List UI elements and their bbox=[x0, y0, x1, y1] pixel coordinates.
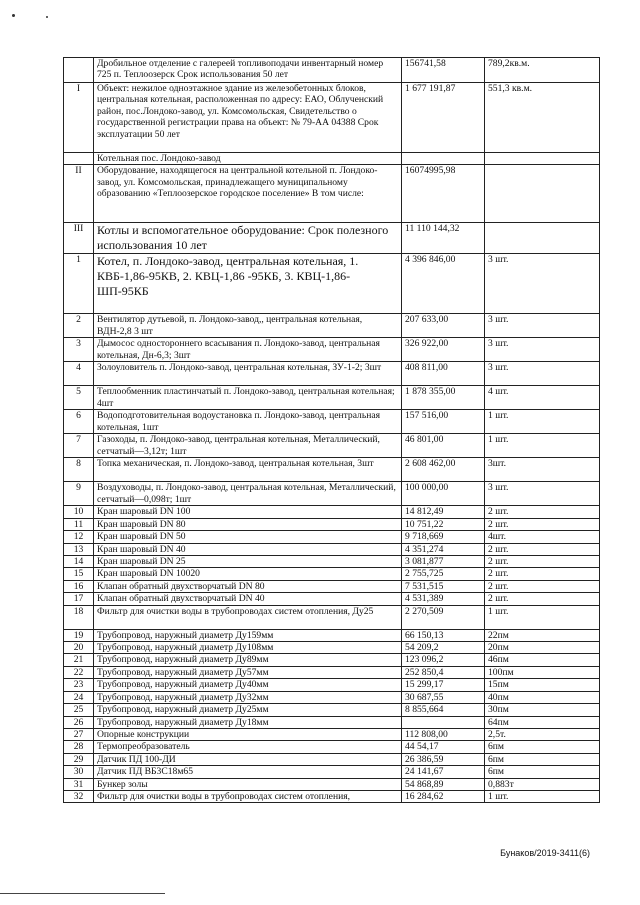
row-number: 10 bbox=[64, 506, 94, 518]
item-description: Трубопровод, наружный диаметр Ду57мм bbox=[94, 666, 402, 678]
item-description: Кран шаровый DN 25 bbox=[94, 556, 402, 568]
row-number: I bbox=[64, 83, 94, 153]
table-row bbox=[64, 556, 600, 568]
item-description: Клапан обратный двухстворчатый DN 80 bbox=[94, 580, 402, 592]
row-number: 8 bbox=[64, 458, 94, 482]
table-row bbox=[64, 58, 600, 83]
item-quantity: 3 шт. bbox=[485, 362, 600, 386]
table-row bbox=[64, 666, 600, 678]
item-description: Котел, п. Лондоко-завод, центральная котельная, 1. КВБ-1,86-95КВ, 2. КВЦ-1,86 -95КБ, 3. КВЦ-1,86-ШП-95КБ bbox=[94, 254, 402, 314]
item-description: Топка механическая, п. Лондоко-завод, центральная котельная, 3шт bbox=[94, 458, 402, 482]
item-quantity: 789,2кв.м. bbox=[485, 58, 600, 83]
table-row bbox=[64, 518, 600, 530]
item-quantity: 1 шт. bbox=[485, 605, 600, 629]
row-number bbox=[64, 58, 94, 83]
table-row bbox=[64, 83, 600, 153]
item-quantity: 2 шт. bbox=[485, 518, 600, 530]
table-row bbox=[64, 506, 600, 518]
item-quantity: 3 шт. bbox=[485, 254, 600, 314]
item-cost: 9 718,669 bbox=[402, 531, 485, 543]
item-quantity bbox=[485, 165, 600, 223]
item-cost: 16074995,98 bbox=[402, 165, 485, 223]
item-description: Трубопровод, наружный диаметр Ду32мм bbox=[94, 691, 402, 703]
row-number: 21 bbox=[64, 654, 94, 666]
item-description: Трубопровод, наружный диаметр Ду40мм bbox=[94, 679, 402, 691]
item-description: Вентилятор дутьевой, п. Лондоко-завод,, центральная котельная, ВДН-2,8 3 шт bbox=[94, 314, 402, 338]
item-description: Теплообменник пластинчатый п. Лондоко-завод, центральная котельная; 4шт bbox=[94, 386, 402, 410]
item-description: Дробильное отделение с галереей топливоподачи инвентарный номер 725 п. Теплоозерск Срок использования 50 лет bbox=[94, 58, 402, 83]
item-cost: 4 351,274 bbox=[402, 543, 485, 555]
row-number: 14 bbox=[64, 556, 94, 568]
table-row bbox=[64, 362, 600, 386]
row-number: 3 bbox=[64, 338, 94, 362]
row-number: 4 bbox=[64, 362, 94, 386]
table-row bbox=[64, 704, 600, 716]
table-row bbox=[64, 716, 600, 728]
row-number: III bbox=[64, 223, 94, 254]
item-cost: 16 284,62 bbox=[402, 790, 485, 802]
table-row bbox=[64, 654, 600, 666]
table-row bbox=[64, 458, 600, 482]
item-description: Воздуховоды, п. Лондоко-завод, центральная котельная, Металлический, сетчатый—0,098т; 1шт bbox=[94, 482, 402, 506]
table-row bbox=[64, 482, 600, 506]
item-cost: 112 808,00 bbox=[402, 728, 485, 740]
item-description: Трубопровод, наружный диаметр Ду159мм bbox=[94, 629, 402, 641]
item-cost: 2 755,725 bbox=[402, 568, 485, 580]
item-quantity: 2,5т. bbox=[485, 728, 600, 740]
item-cost bbox=[402, 716, 485, 728]
item-quantity: 30пм bbox=[485, 704, 600, 716]
item-description: Дымосос одностороннего всасывания п. Лондоко-завод, центральная котельная, Дн-6,3; 3шт bbox=[94, 338, 402, 362]
item-cost: 207 633,00 bbox=[402, 314, 485, 338]
item-description: Датчик ПД ВБ3С18м65 bbox=[94, 766, 402, 778]
inventory-table bbox=[63, 57, 600, 803]
item-description: Термопреобразователь bbox=[94, 741, 402, 753]
item-description: Кран шаровый DN 80 bbox=[94, 518, 402, 530]
row-number: 1 bbox=[64, 254, 94, 314]
item-cost: 2 270,509 bbox=[402, 605, 485, 629]
table-row bbox=[64, 531, 600, 543]
row-number: 32 bbox=[64, 790, 94, 802]
item-quantity: 2 шт. bbox=[485, 568, 600, 580]
item-cost: 252 850,4 bbox=[402, 666, 485, 678]
item-quantity: 6пм bbox=[485, 753, 600, 765]
table-row bbox=[64, 629, 600, 641]
item-cost: 30 687,55 bbox=[402, 691, 485, 703]
table-row bbox=[64, 314, 600, 338]
item-quantity: 2 шт. bbox=[485, 543, 600, 555]
item-description: Котельная пос. Лондоко-завод bbox=[94, 153, 402, 165]
item-cost bbox=[402, 153, 485, 165]
item-description: Кран шаровый DN 50 bbox=[94, 531, 402, 543]
item-cost: 1 878 355,00 bbox=[402, 386, 485, 410]
row-number: 6 bbox=[64, 410, 94, 434]
row-number: 23 bbox=[64, 679, 94, 691]
item-description: Трубопровод, наружный диаметр Ду25мм bbox=[94, 704, 402, 716]
table-row bbox=[64, 254, 600, 314]
item-quantity: 1 шт. bbox=[485, 410, 600, 434]
row-number: 29 bbox=[64, 753, 94, 765]
item-cost: 123 096,2 bbox=[402, 654, 485, 666]
item-quantity: 100пм bbox=[485, 666, 600, 678]
item-cost: 157 516,00 bbox=[402, 410, 485, 434]
item-cost: 46 801,00 bbox=[402, 434, 485, 458]
table-row bbox=[64, 543, 600, 555]
table-row bbox=[64, 766, 600, 778]
table-row bbox=[64, 679, 600, 691]
item-description: Объект: нежилое одноэтажное здание из железобетонных блоков, центральная котельная, расположенная по адресу: ЕАО, Облученский район, пос.Лондоко-завод, ул. Комсомольская, Свидетельство о государственной регистрации права на объект: № 79-АА 04388 Срок эксплуатации 50 лет bbox=[94, 83, 402, 153]
item-cost: 10 751,22 bbox=[402, 518, 485, 530]
item-description: Кран шаровый DN 10020 bbox=[94, 568, 402, 580]
bottom-divider bbox=[0, 893, 165, 894]
row-number: 12 bbox=[64, 531, 94, 543]
row-number: 7 bbox=[64, 434, 94, 458]
item-quantity: 22пм bbox=[485, 629, 600, 641]
item-quantity: 2 шт. bbox=[485, 506, 600, 518]
table-row bbox=[64, 790, 600, 802]
table-row bbox=[64, 753, 600, 765]
item-quantity: 6пм bbox=[485, 766, 600, 778]
item-description: Кран шаровый DN 100 bbox=[94, 506, 402, 518]
item-quantity: 46пм bbox=[485, 654, 600, 666]
item-cost: 4 396 846,00 bbox=[402, 254, 485, 314]
table-row bbox=[64, 153, 600, 165]
item-quantity bbox=[485, 153, 600, 165]
item-quantity: 3 шт. bbox=[485, 482, 600, 506]
item-quantity: 64пм bbox=[485, 716, 600, 728]
inventory-table-body bbox=[64, 58, 600, 803]
item-description: Золоуловитель п. Лондоко-завод, центральная котельная, ЗУ-1-2; 3шт bbox=[94, 362, 402, 386]
row-number: 30 bbox=[64, 766, 94, 778]
item-quantity: 3 шт. bbox=[485, 314, 600, 338]
row-number: 13 bbox=[64, 543, 94, 555]
table-row bbox=[64, 410, 600, 434]
item-description: Котлы и вспомогательное оборудование: Срок полезного использования 10 лет bbox=[94, 223, 402, 254]
table-row bbox=[64, 165, 600, 223]
row-number: 27 bbox=[64, 728, 94, 740]
item-cost: 408 811,00 bbox=[402, 362, 485, 386]
item-cost: 54 868,89 bbox=[402, 778, 485, 790]
item-quantity: 551,3 кв.м. bbox=[485, 83, 600, 153]
item-description: Бункер золы bbox=[94, 778, 402, 790]
item-quantity: 6пм bbox=[485, 741, 600, 753]
item-description: Водоподготовительная водоустановка п. Лондоко-завод, центральная котельная, 1шт bbox=[94, 410, 402, 434]
item-cost: 54 209,2 bbox=[402, 642, 485, 654]
item-cost: 15 299,17 bbox=[402, 679, 485, 691]
item-cost: 14 812,49 bbox=[402, 506, 485, 518]
table-row bbox=[64, 691, 600, 703]
table-row bbox=[64, 338, 600, 362]
item-cost: 11 110 144,32 bbox=[402, 223, 485, 254]
item-quantity: 1 шт. bbox=[485, 434, 600, 458]
item-quantity: 40пм bbox=[485, 691, 600, 703]
item-cost: 8 855,664 bbox=[402, 704, 485, 716]
document-footer: Бунаков/2019-3411(6) bbox=[500, 848, 590, 858]
item-description: Оборудование, находящегося на центральной котельной п. Лондоко-завод, ул. Комсомольская, принадлежащего муниципальному образованию «Теплоозерское городское поселение» В том числе: bbox=[94, 165, 402, 223]
table-row bbox=[64, 580, 600, 592]
item-quantity: 3шт. bbox=[485, 458, 600, 482]
row-number: II bbox=[64, 165, 94, 223]
row-number: 25 bbox=[64, 704, 94, 716]
table-row bbox=[64, 593, 600, 605]
row-number bbox=[64, 153, 94, 165]
item-cost: 66 150,13 bbox=[402, 629, 485, 641]
item-cost: 100 000,00 bbox=[402, 482, 485, 506]
item-cost: 7 531,515 bbox=[402, 580, 485, 592]
item-cost: 26 386,59 bbox=[402, 753, 485, 765]
row-number: 24 bbox=[64, 691, 94, 703]
item-description: Фильтр для очистки воды в трубопроводах систем отопления, Ду25 bbox=[94, 605, 402, 629]
item-description: Опорные конструкции bbox=[94, 728, 402, 740]
item-description: Трубопровод, наружный диаметр Ду18мм bbox=[94, 716, 402, 728]
item-quantity: 3 шт. bbox=[485, 338, 600, 362]
item-description: Трубопровод, наружный диаметр Ду89мм bbox=[94, 654, 402, 666]
row-number: 17 bbox=[64, 593, 94, 605]
table-row bbox=[64, 778, 600, 790]
item-cost: 156741,58 bbox=[402, 58, 485, 83]
item-quantity: 0,883т bbox=[485, 778, 600, 790]
item-cost: 3 081,877 bbox=[402, 556, 485, 568]
item-quantity: 4шт. bbox=[485, 531, 600, 543]
row-number: 22 bbox=[64, 666, 94, 678]
item-description: Клапан обратный двухстворчатый DN 40 bbox=[94, 593, 402, 605]
table-row bbox=[64, 605, 600, 629]
item-cost: 1 677 191,87 bbox=[402, 83, 485, 153]
item-quantity: 20пм bbox=[485, 642, 600, 654]
row-number: 9 bbox=[64, 482, 94, 506]
item-description: Трубопровод, наружный диаметр Ду108мм bbox=[94, 642, 402, 654]
item-cost: 2 608 462,00 bbox=[402, 458, 485, 482]
table-row bbox=[64, 728, 600, 740]
item-quantity: 2 шт. bbox=[485, 580, 600, 592]
item-quantity: 2 шт. bbox=[485, 593, 600, 605]
row-number: 26 bbox=[64, 716, 94, 728]
table-row bbox=[64, 642, 600, 654]
item-description: Кран шаровый DN 40 bbox=[94, 543, 402, 555]
row-number: 19 bbox=[64, 629, 94, 641]
row-number: 2 bbox=[64, 314, 94, 338]
item-description: Фильтр для очистки воды в трубопроводах систем отопления, bbox=[94, 790, 402, 802]
row-number: 15 bbox=[64, 568, 94, 580]
item-quantity bbox=[485, 223, 600, 254]
item-description: Датчик ПД 100-ДИ bbox=[94, 753, 402, 765]
row-number: 16 bbox=[64, 580, 94, 592]
item-cost: 4 531,389 bbox=[402, 593, 485, 605]
table-row bbox=[64, 223, 600, 254]
table-row bbox=[64, 386, 600, 410]
row-number: 5 bbox=[64, 386, 94, 410]
item-quantity: 2 шт. bbox=[485, 556, 600, 568]
item-cost: 24 141,67 bbox=[402, 766, 485, 778]
row-number: 31 bbox=[64, 778, 94, 790]
table-row bbox=[64, 741, 600, 753]
item-quantity: 15пм bbox=[485, 679, 600, 691]
row-number: 20 bbox=[64, 642, 94, 654]
item-cost: 44 54,17 bbox=[402, 741, 485, 753]
item-quantity: 4 шт. bbox=[485, 386, 600, 410]
row-number: 28 bbox=[64, 741, 94, 753]
row-number: 18 bbox=[64, 605, 94, 629]
table-row bbox=[64, 434, 600, 458]
table-row bbox=[64, 568, 600, 580]
item-quantity: 1 шт. bbox=[485, 790, 600, 802]
item-cost: 326 922,00 bbox=[402, 338, 485, 362]
item-description: Газоходы, п. Лондоко-завод, центральная котельная, Металлический, сетчатый—3,12т; 1шт bbox=[94, 434, 402, 458]
row-number: 11 bbox=[64, 518, 94, 530]
